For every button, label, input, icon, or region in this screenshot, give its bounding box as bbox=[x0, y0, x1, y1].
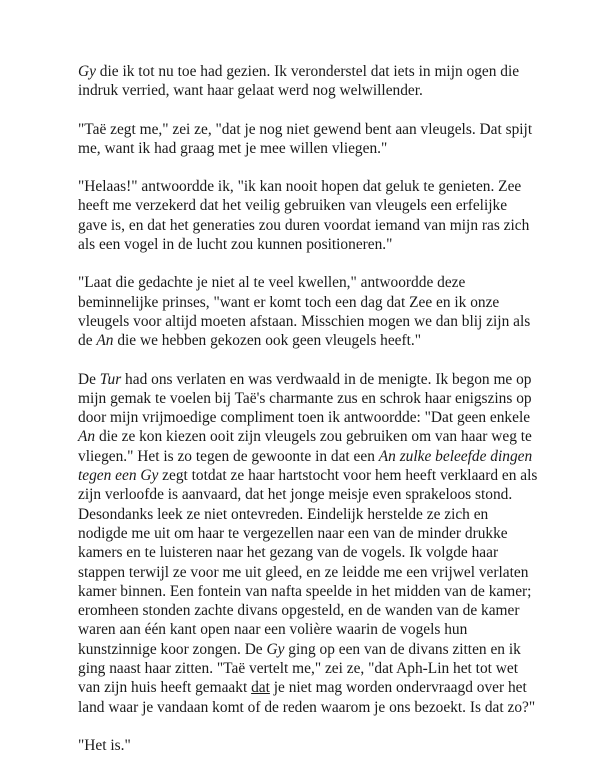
paragraph-6 bbox=[78, 736, 538, 755]
text-segment: die ik tot nu toe had gezien. Ik veronderstel dat iets in mijn ogen die indruk verried, want haar gelaat werd nog welwillender. bbox=[78, 63, 520, 100]
text-segment: die ze kon kiezen ooit zijn vleugels zou gebruiken om van haar weg te vliegen." Het is zo tegen de gewoonte in dat een bbox=[78, 428, 532, 465]
text-segment: An zulke beleefde dingen tegen een Gy bbox=[78, 447, 533, 485]
text-segment: "Het is." bbox=[78, 736, 131, 754]
text-segment: had ons verlaten en was verdwaald in de menigte. Ik begon me op mijn gemak te voelen bij Taë's charmante zus en schrok haar enigszins op door mijn vrijmoedige compliment toen ik antwoordde: "Dat geen enkele bbox=[78, 370, 532, 427]
text-segment: Tur bbox=[99, 370, 122, 388]
text-segment: "Laat die gedachte je niet al te veel kwellen," antwoordde deze beminnelijke prinses, "want er komt toch een dag dat Zee en ik onze vleugels voor altijd moeten afstaan. Misschien mogen we dan blij zijn als de bbox=[78, 274, 531, 350]
text-segment: "Taë zegt me," zei ze, "dat je nog niet gewend bent aan vleugels. Dat spijt me, want ik had graag met je mee willen vliegen." bbox=[78, 120, 533, 157]
text-segment: Gy bbox=[78, 63, 96, 80]
text-segment: je niet mag worden ondervraagd over het land waar je vandaan komt of de reden waarom je ons bezoekt. Is dat zo?" bbox=[78, 679, 536, 716]
text-segment: zegt totdat ze haar hartstocht voor hem heeft verklaard en als zijn verloofde is aanvaard, dat het jonge meisje even sprakeloos stond. Desondanks leek ze niet ontevreden. Eindelijk herstelde ze zich en nodigde me uit om haar te vergezellen naar een van de minder drukke kamers en te luisteren naar het gezang van de vogels. Ik volgde haar stappen terwijl ze voor me uit gleed, en ze leidde me een vrijwel verlaten kamer binnen. Een fontein van nafta speelde in het midden van de kamer; eromheen stonden zachte divans opgesteld, en de wanden van de kamer waren aan één kant open naar een volière waarin de vogels hun kunstzinnige koor zongen. De bbox=[78, 467, 538, 658]
paragraph-2 bbox=[78, 120, 538, 159]
text-segment: dat bbox=[251, 679, 270, 697]
text-segment: ging op een van de divans zitten en ik ging naast haar zitten. "Taë vertelt me," zei ze, "dat Aph-Lin het tot wet van zijn huis heeft gemaakt bbox=[78, 640, 521, 697]
paragraph-5 bbox=[78, 370, 538, 717]
document-page bbox=[78, 62, 538, 755]
paragraph-3 bbox=[78, 177, 538, 254]
text-segment: An bbox=[96, 332, 114, 350]
paragraph-1 bbox=[78, 62, 538, 101]
text-segment: "Helaas!" antwoordde ik, "ik kan nooit hopen dat geluk te genieten. Zee heeft me verzekerd dat het veilig gebruiken van vleugels een erfelijke gave is, en dat het generaties zou duren voordat iemand van mijn ras zich als een vogel in de lucht zou kunnen positioneren." bbox=[78, 178, 530, 254]
text-segment: Gy bbox=[266, 640, 285, 658]
text-segment: An bbox=[78, 428, 96, 446]
paragraph-4 bbox=[78, 273, 538, 350]
text-segment: die we hebben gekozen ook geen vleugels heeft." bbox=[113, 332, 422, 350]
text-segment: De bbox=[78, 370, 100, 388]
